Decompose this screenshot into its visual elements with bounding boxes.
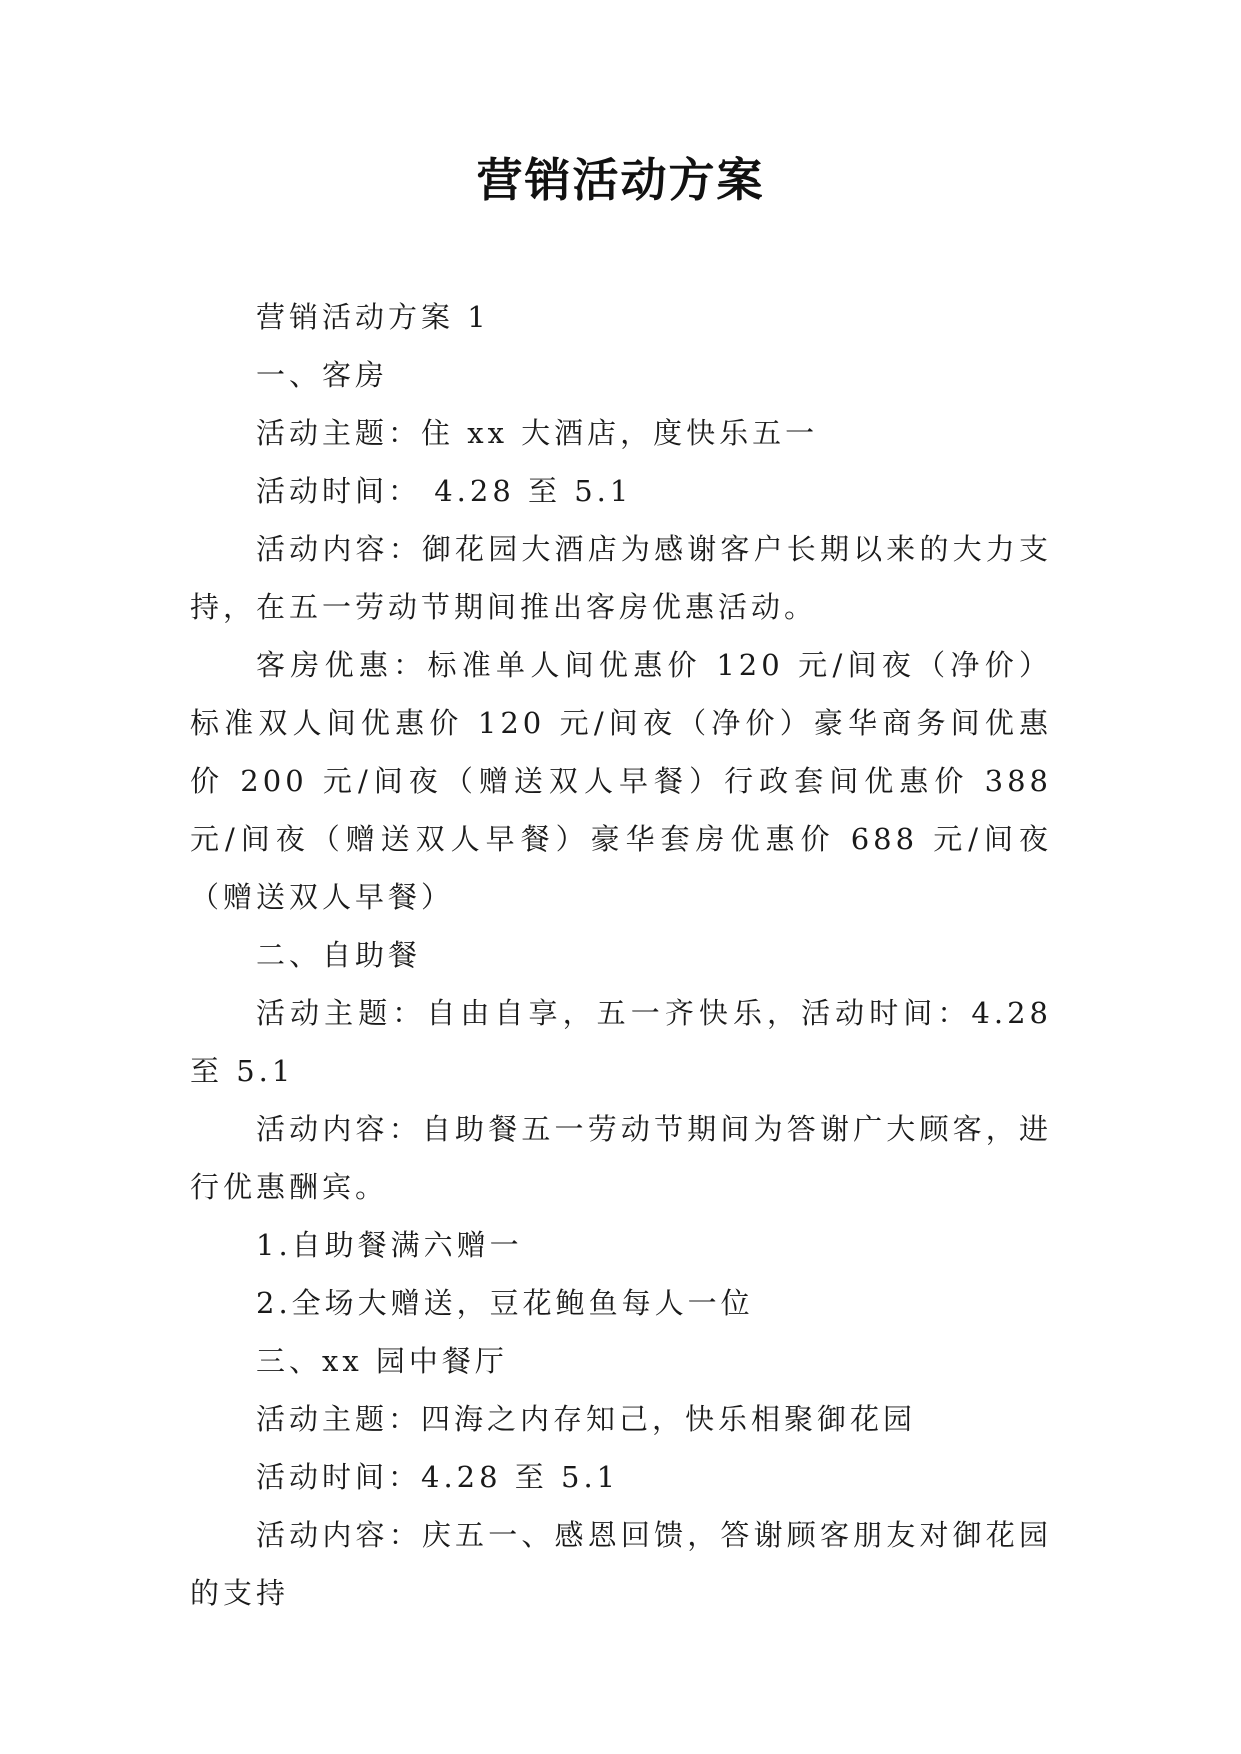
subsection-heading: 三、xx 园中餐厅 [256,1344,508,1378]
paragraph: 活动时间： 4.28 至 5.1 [256,474,633,508]
paragraph: 活动内容：庆五一、感恩回馈，答谢顾客朋友对御花园的支持 [190,1518,1052,1610]
document-title: 营销活动方案 [476,153,765,207]
subsection-heading: 二、自助餐 [256,938,422,972]
paragraph: 活动主题：自由自享，五一齐快乐，活动时间：4.28 至 5.1 [190,996,1052,1088]
paragraph: 活动主题：住 xx 大酒店，度快乐五一 [256,416,819,450]
list-item: 1.自助餐满六赠一 [256,1228,523,1262]
section-heading: 营销活动方案 1 [256,300,490,334]
paragraph: 活动内容：自助餐五一劳动节期间为答谢广大顾客，进行优惠酬宾。 [190,1112,1052,1204]
paragraph: 活动内容：御花园大酒店为感谢客户长期以来的大力支持，在五一劳动节期间推出客房优惠活动。 [190,532,1052,624]
document-body [190,288,1052,1622]
paragraph: 客房优惠：标准单人间优惠价 120 元/间夜（净价）标准双人间优惠价 120 元/间夜（净价）豪华商务间优惠价 200 元/间夜（赠送双人早餐）行政套间优惠价 388 元/间夜（赠送双人早餐）豪华套房优惠价 688 元/间夜（赠送双人早餐） [190,648,1052,914]
paragraph: 活动主题：四海之内存知己，快乐相聚御花园 [256,1402,917,1436]
paragraph: 活动时间：4.28 至 5.1 [256,1460,620,1494]
subsection-heading: 一、客房 [256,358,389,392]
list-item: 2.全场大赠送，豆花鲍鱼每人一位 [256,1286,754,1320]
